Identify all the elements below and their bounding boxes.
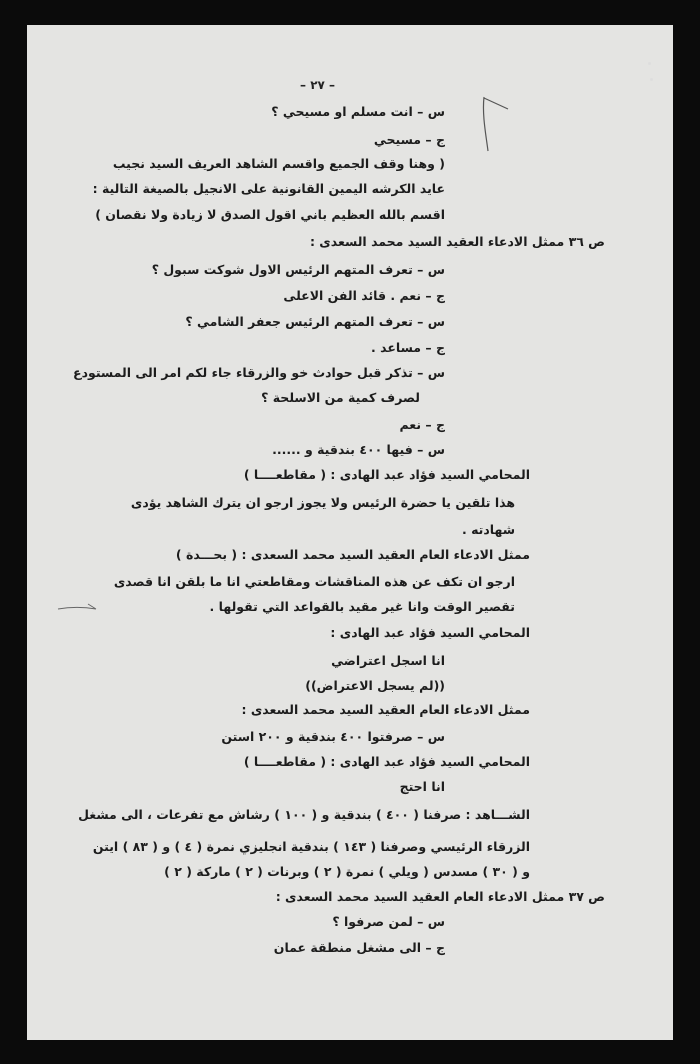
text-line: ج – الى مشغل منطقة عمان bbox=[273, 940, 445, 955]
text-line: انا اسجل اعتراضي bbox=[331, 653, 445, 668]
text-line: ص ٣٧ ممثل الادعاء العام العقيد السيد محمد السعدى : bbox=[275, 889, 605, 904]
text-line: س – صرفتوا ٤٠٠ بندقية و ٢٠٠ استن bbox=[221, 729, 445, 744]
document-page bbox=[27, 25, 673, 1040]
text-line: س – انت مسلم او مسيحي ؟ bbox=[271, 104, 445, 119]
text-line: س – لمن صرفوا ؟ bbox=[332, 914, 445, 929]
text-line: س – فيها ٤٠٠ بندقية و ...... bbox=[272, 442, 445, 457]
text-line: س – تعرف المتهم الرئيس جعفر الشامي ؟ bbox=[185, 314, 445, 329]
text-line: الزرقاء الرئيسي وصرفنا ( ١٤٣ ) بندقية انجليزي نمرة ( ٤ ) و ( ٨٣ ) ايتن bbox=[92, 839, 530, 854]
text-line: ج – مسيحي bbox=[373, 132, 445, 147]
text-line: انا احتج bbox=[399, 779, 445, 794]
text-line: ممثل الادعاء العام العقيد السيد محمد السعدى : bbox=[241, 702, 530, 717]
speck bbox=[650, 78, 653, 81]
text-line: س – تذكر قبل حوادث خو والزرقاء جاء لكم امر الى المستودع bbox=[73, 365, 445, 380]
text-line: هذا تلقين يا حضرة الرئيس ولا يجوز ارجو ان يترك الشاهد يؤدى bbox=[130, 495, 515, 510]
text-line: عايد الكرشه اليمين القانونية على الانجيل بالصيغة التالية : bbox=[92, 181, 445, 196]
page-number: – ٢٧ – bbox=[300, 78, 336, 92]
text-line: ج – نعم bbox=[399, 417, 445, 432]
text-line: ج – نعم . قائد الفن الاعلى bbox=[283, 288, 445, 303]
text-line: المحامي السيد فؤاد عبد الهادى : bbox=[330, 625, 530, 640]
text-line: ((لم يسجل الاعتراض)) bbox=[305, 678, 445, 693]
text-line: المحامي السيد فؤاد عبد الهادى : ( مقاطعــــا ) bbox=[243, 467, 530, 482]
text-line: شهادته . bbox=[461, 522, 515, 537]
text-line: لصرف كمية من الاسلحة ؟ bbox=[261, 390, 420, 405]
text-line: و ( ٣٠ ) مسدس ( ويلي ) نمرة ( ٢ ) وبرنات ( ٢ ) ماركة ( ٢ ) bbox=[164, 864, 530, 879]
text-line: س – تعرف المتهم الرئيس الاول شوكت سبول ؟ bbox=[151, 262, 445, 277]
text-line: المحامي السيد فؤاد عبد الهادى : ( مقاطعــــا ) bbox=[243, 754, 530, 769]
handwritten-arrow bbox=[56, 600, 100, 616]
text-line: ( وهنا وقف الجميع واقسم الشاهد العريف السيد نجيب bbox=[112, 156, 445, 171]
text-line: الشـــاهد : صرفنا ( ٤٠٠ ) بندقية و ( ١٠٠ ) رشاش مع تفرعات ، الى مشغل bbox=[78, 807, 530, 822]
text-line: ج – مساعد . bbox=[371, 340, 445, 355]
text-line: ارجو ان تكف عن هذه المناقشات ومقاطعتي انا ما بلقن انا قصدى bbox=[113, 574, 515, 589]
text-line: ممثل الادعاء العام العقيد السيد محمد السعدى : ( بحـــدة ) bbox=[175, 547, 530, 562]
speck bbox=[648, 62, 651, 65]
text-line: ص ٣٦ ممثل الادعاء العقيد السيد محمد السعدى : bbox=[309, 234, 605, 249]
text-line: تقصير الوقت وانا غير مقيد بالقواعد التي تقولها . bbox=[209, 599, 515, 614]
handwritten-mark bbox=[478, 95, 518, 155]
text-line: اقسم بالله العظيم باني اقول الصدق لا زيادة ولا نقصان ) bbox=[95, 207, 445, 222]
